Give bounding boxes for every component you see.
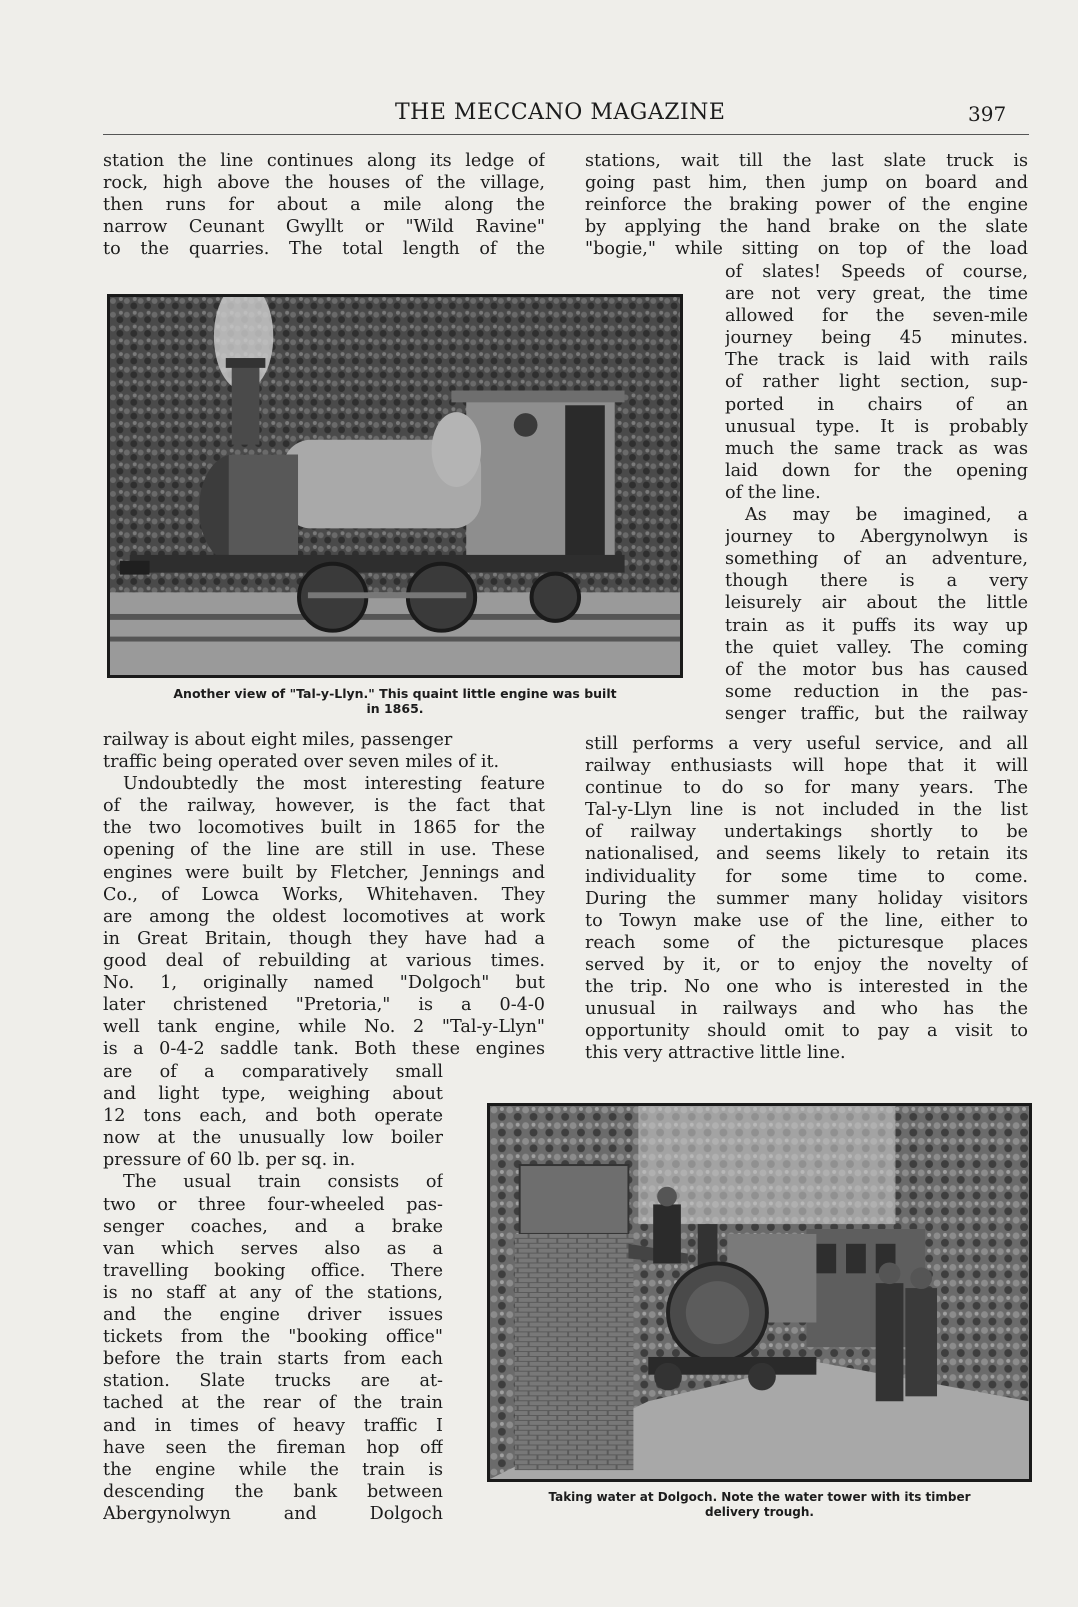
text-line: opportunity should omit to pay a visit to xyxy=(585,1021,1028,1042)
text-line: Tal-y-Llyn line is not included in the list xyxy=(585,800,1028,821)
text-line: senger coaches, and a brake xyxy=(103,1216,443,1237)
text-line: pressure of 60 lb. per sq. in. xyxy=(103,1150,356,1171)
text-line: is a 0-4-2 saddle tank. Both these engines xyxy=(103,1039,545,1060)
water-tower-illustration xyxy=(490,1106,1029,1479)
text-line: station the line continues along its ledge of xyxy=(103,151,545,171)
text-line: station. Slate trucks are at- xyxy=(103,1371,443,1392)
text-line: in Great Britain, though they have had a xyxy=(103,928,545,949)
caption-line: Another view of "Tal-y-Llyn." This quaint little engine was built xyxy=(173,686,617,701)
col1-top-text xyxy=(103,150,545,260)
text-line: served by it, or to enjoy the novelty of xyxy=(585,954,1028,975)
text-line: good deal of rebuilding at various times. xyxy=(103,950,545,971)
text-line: allowed for the seven-mile xyxy=(725,306,1028,327)
text-line: of railway undertakings shortly to be xyxy=(585,822,1028,843)
text-line: As may be imagined, a xyxy=(745,505,1028,526)
text-line: still performs a very useful service, and all xyxy=(585,734,1028,754)
text-line: are not very great, the time xyxy=(725,284,1028,305)
col2-bottom-text xyxy=(585,733,1028,1064)
text-line: of rather light section, sup- xyxy=(725,372,1028,393)
text-line: reinforce the braking power of the engine xyxy=(585,195,1028,216)
text-line: to the quarries. The total length of the xyxy=(103,239,545,260)
text-line: travelling booking office. There xyxy=(103,1260,443,1281)
text-line: unusual type. It is probably xyxy=(725,416,1028,437)
text-line: train as it puffs its way up xyxy=(725,615,1028,636)
text-line: two or three four-wheeled pas- xyxy=(103,1194,443,1215)
col1-mid-text xyxy=(103,729,545,1060)
text-line: senger traffic, but the railway xyxy=(725,703,1028,724)
text-line: opening of the line are still in use. These xyxy=(103,840,545,861)
text-line: to Towyn make use of the line, either to xyxy=(585,910,1028,931)
text-line: descending the bank between xyxy=(103,1481,443,1502)
text-line: railway enthusiasts will hope that it will xyxy=(585,756,1028,777)
text-line: the two locomotives built in 1865 for the xyxy=(103,818,545,839)
text-line: ported in chairs of an xyxy=(725,394,1028,415)
text-line: by applying the hand brake on the slate xyxy=(585,217,1028,238)
text-line: Undoubtedly the most interesting feature xyxy=(123,774,545,795)
text-line: "bogie," while sitting on top of the load xyxy=(585,239,1028,260)
text-line: leisurely air about the little xyxy=(725,593,1028,614)
text-line: continue to do so for many years. The xyxy=(585,778,1028,799)
text-line: of slates! Speeds of course, xyxy=(725,262,1028,282)
text-line: nationalised, and seems likely to retain its xyxy=(585,844,1028,865)
text-line: is no staff at any of the stations, xyxy=(103,1282,443,1303)
page-number: 397 xyxy=(968,102,1007,126)
locomotive-illustration xyxy=(110,297,680,675)
text-line: stations, wait till the last slate truck is xyxy=(585,151,1028,171)
figure2-caption xyxy=(487,1490,1032,1520)
text-line: of the motor bus has caused xyxy=(725,659,1028,680)
figure1-caption xyxy=(107,686,683,716)
text-line: later christened "Pretoria," is a 0-4-0 xyxy=(103,995,545,1016)
col2-narrow-text xyxy=(725,261,1028,725)
magazine-title: THE MECCANO MAGAZINE xyxy=(395,100,726,125)
text-line: this very attractive little line. xyxy=(585,1043,846,1064)
text-line: journey being 45 minutes. xyxy=(725,328,1028,349)
text-line: much the same track as was xyxy=(725,438,1028,459)
text-line: van which serves also as a xyxy=(103,1238,443,1259)
text-line: going past him, then jump on board and xyxy=(585,173,1028,194)
text-line: unusual in railways and who has the xyxy=(585,999,1028,1020)
col1-narrow-text xyxy=(103,1061,443,1525)
locomotive-photo xyxy=(107,294,683,678)
text-line: tached at the rear of the train xyxy=(103,1393,443,1414)
text-line: During the summer many holiday visitors xyxy=(585,888,1028,909)
text-line: though there is a very xyxy=(725,571,1028,592)
text-line: The track is laid with rails xyxy=(725,350,1028,371)
text-line: the trip. No one who is interested in the xyxy=(585,977,1028,998)
caption-line: Taking water at Dolgoch. Note the water tower with its timber xyxy=(548,1490,971,1504)
caption-line: delivery trough. xyxy=(705,1505,814,1519)
text-line: No. 1, originally named "Dolgoch" but xyxy=(103,973,545,994)
text-line: some reduction in the pas- xyxy=(725,681,1028,702)
text-line: the quiet valley. The coming xyxy=(725,637,1028,658)
text-line: and in times of heavy traffic I xyxy=(103,1415,443,1436)
text-line: 12 tons each, and both operate xyxy=(103,1106,443,1127)
text-line: laid down for the opening xyxy=(725,460,1028,481)
caption-line: in 1865. xyxy=(366,701,424,716)
text-line: before the train starts from each xyxy=(103,1349,443,1370)
text-line: traffic being operated over seven miles of it. xyxy=(103,752,500,773)
text-line: then runs for about a mile along the xyxy=(103,195,545,216)
text-line: now at the unusually low boiler xyxy=(103,1128,443,1149)
text-line: something of an adventure, xyxy=(725,549,1028,570)
text-line: reach some of the picturesque places xyxy=(585,932,1028,953)
text-line: are among the oldest locomotives at work xyxy=(103,906,545,927)
text-line: of the line. xyxy=(725,482,821,503)
text-line: well tank engine, while No. 2 "Tal-y-Llyn" xyxy=(103,1017,545,1038)
text-line: are of a comparatively small xyxy=(103,1062,443,1082)
col2-top-text xyxy=(585,150,1028,260)
text-line: individuality for some time to come. xyxy=(585,866,1028,887)
text-line: Abergynolwyn and Dolgoch xyxy=(103,1503,443,1524)
text-line: journey to Abergynolwyn is xyxy=(725,527,1028,548)
text-line: Co., of Lowca Works, Whitehaven. They xyxy=(103,884,545,905)
text-line: The usual train consists of xyxy=(123,1172,443,1193)
water-tower-photo xyxy=(487,1103,1032,1482)
text-line: of the railway, however, is the fact that xyxy=(103,796,545,817)
text-line: narrow Ceunant Gwyllt or "Wild Ravine" xyxy=(103,217,545,238)
text-line: have seen the fireman hop off xyxy=(103,1437,443,1458)
text-line: railway is about eight miles, passenger xyxy=(103,730,453,750)
text-line: rock, high above the houses of the village, xyxy=(103,173,545,194)
text-line: and light type, weighing about xyxy=(103,1084,443,1105)
text-line: and the engine driver issues xyxy=(103,1305,443,1326)
text-line: the engine while the train is xyxy=(103,1459,443,1480)
text-line: tickets from the "booking office" xyxy=(103,1327,443,1348)
header-rule xyxy=(103,134,1029,135)
text-line: engines were built by Fletcher, Jennings and xyxy=(103,862,545,883)
